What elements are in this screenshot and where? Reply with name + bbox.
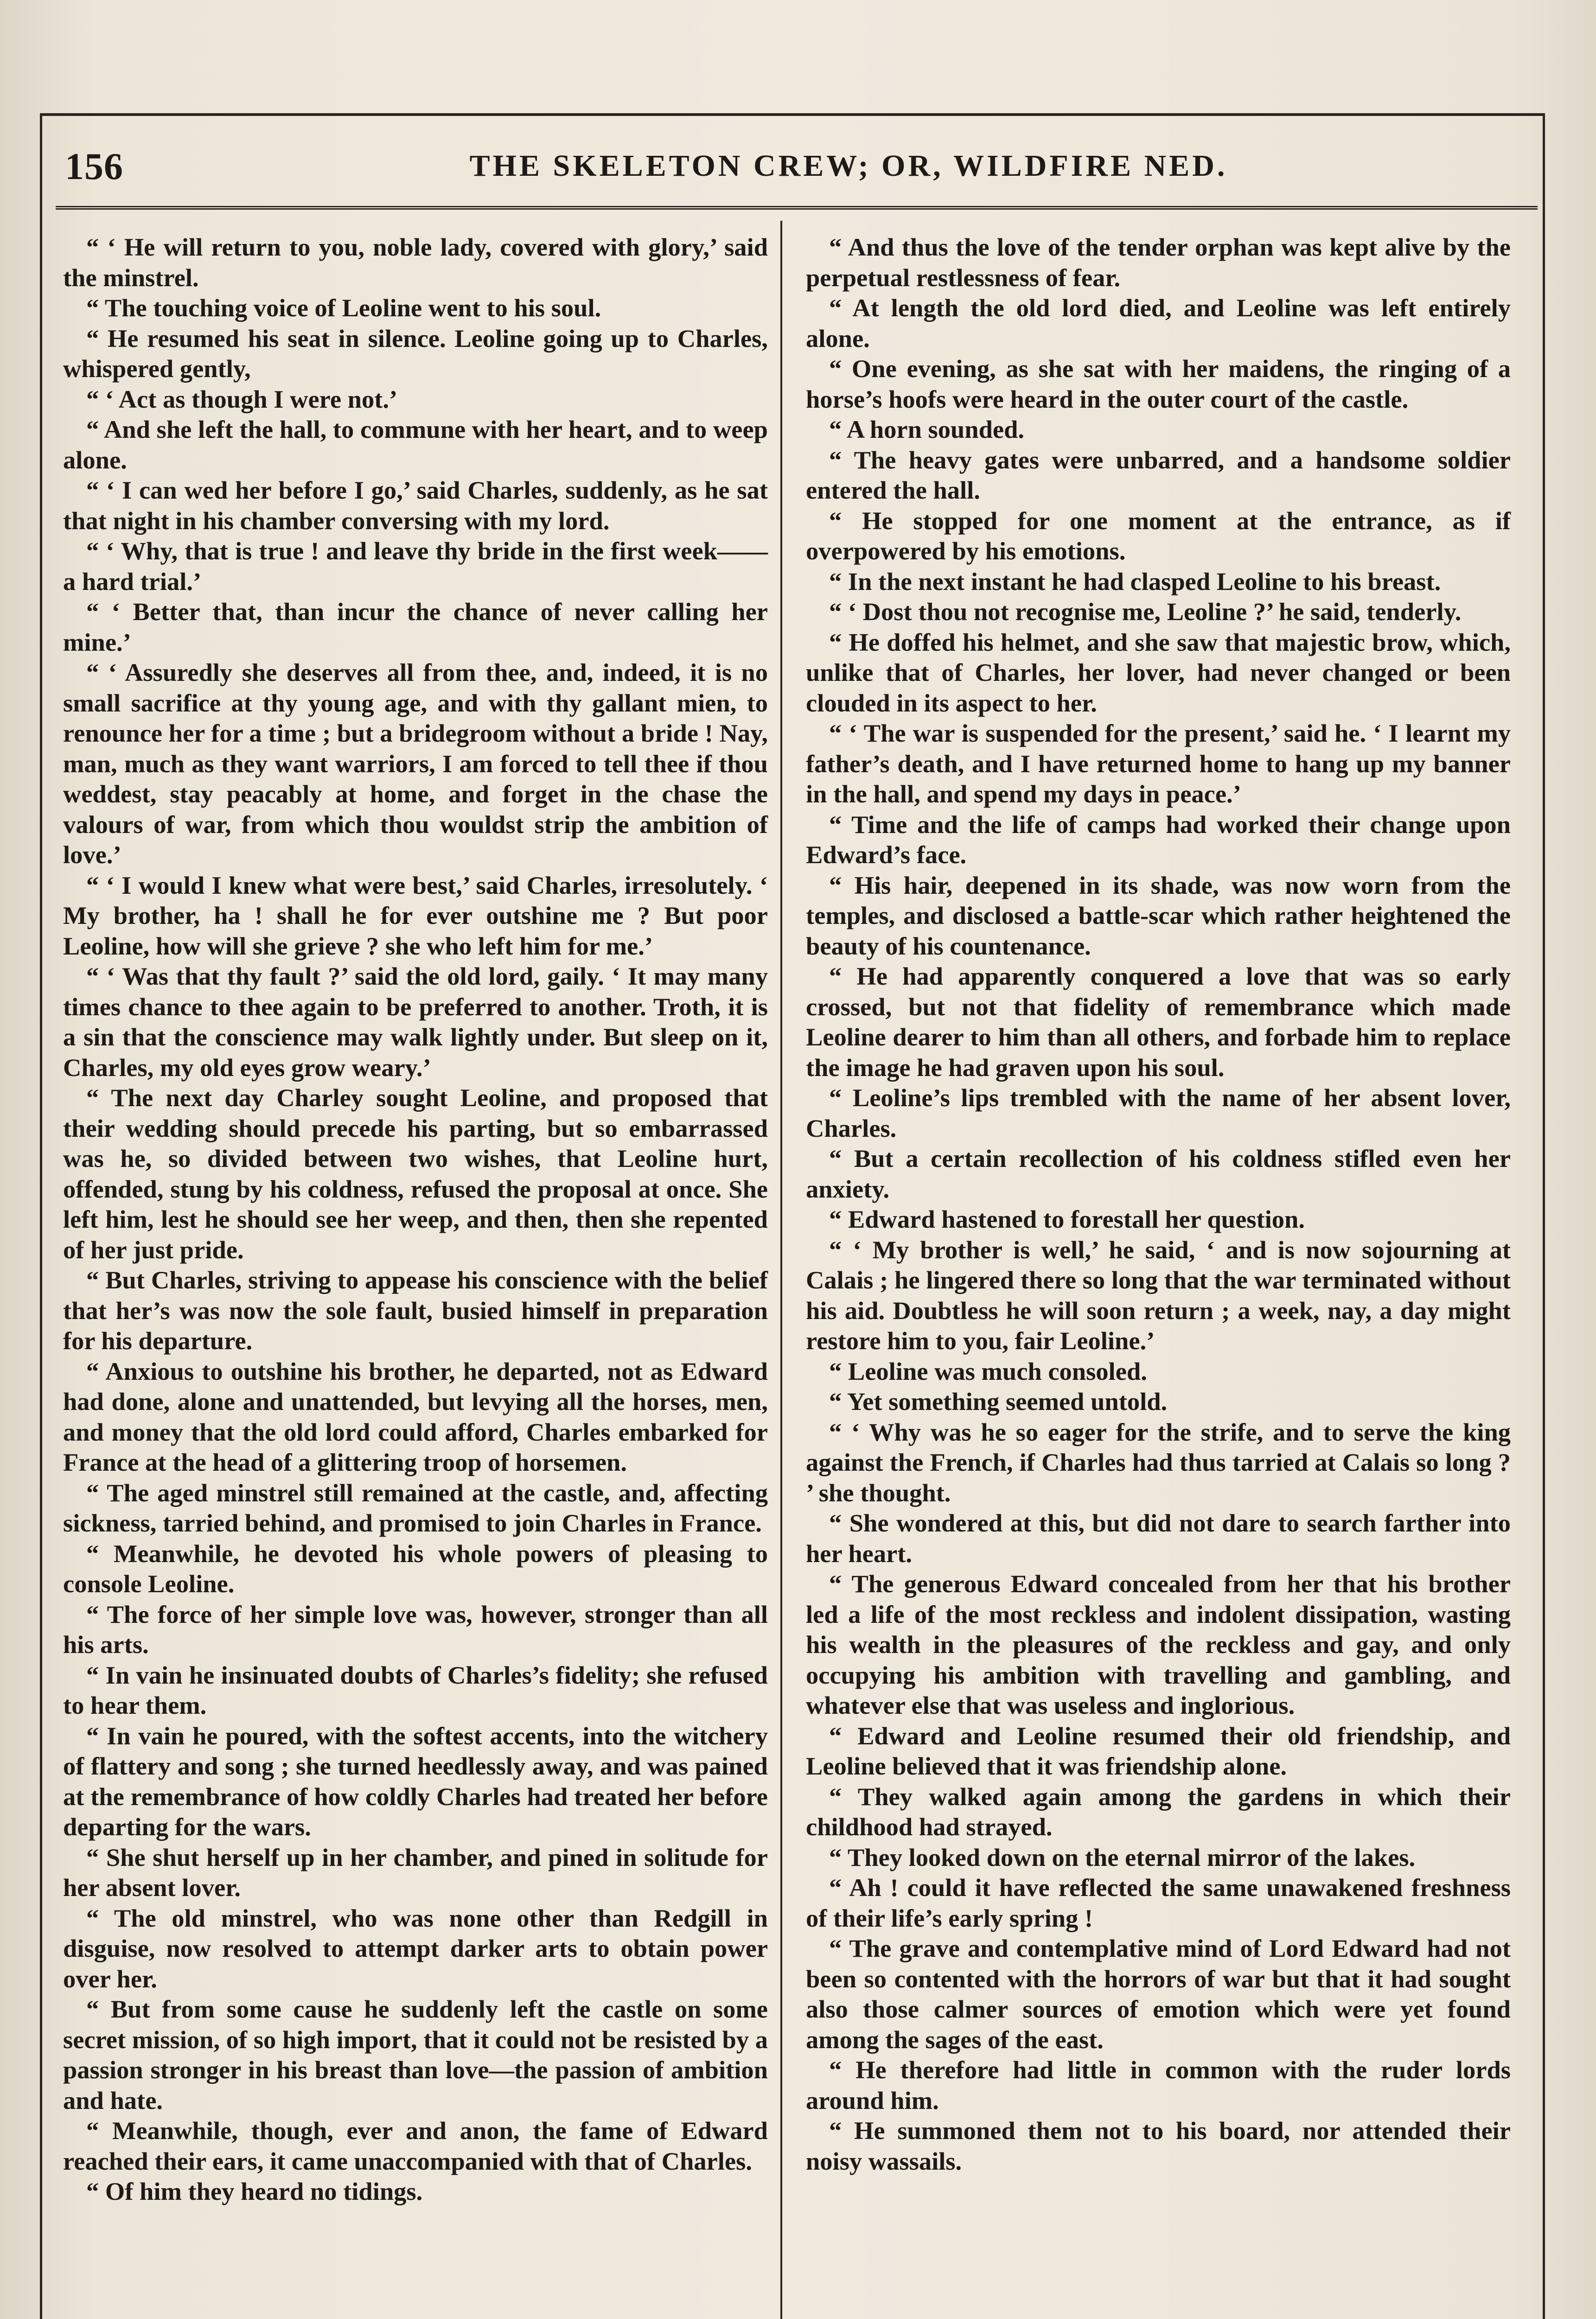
paragraph: “ Meanwhile, he devoted his whole powers of pleasing to console Leoline. bbox=[63, 1539, 768, 1598]
paragraph: “ Leoline’s lips trembled with the name of her absent lover, Charles. bbox=[806, 1083, 1511, 1142]
column-divider bbox=[780, 221, 782, 2319]
paragraph: “ They looked down on the eternal mirror of the lakes. bbox=[829, 1843, 1416, 1871]
left-column bbox=[63, 232, 768, 2207]
page-number: 156 bbox=[65, 145, 123, 187]
running-title: THE SKELETON CREW; OR, WILDFIRE NED. bbox=[469, 149, 1228, 183]
paragraph: “ The aged minstrel still remained at the castle, and, affecting sickness, tarried behind, and promised to join Charles in France. bbox=[63, 1478, 768, 1537]
paragraph: “ Leoline was much consoled. bbox=[829, 1357, 1147, 1385]
paragraph: “ ‘ Assuredly she deserves all from thee, and, indeed, it is no small sacrifice at thy young age, and with thy gallant mien, to renounce her for a time ; but a bridegroom without a bride ! Nay, man, much as they want warriors, I am forced to tell thee if thou weddest, stay peacably at home, and forget in the chase the valours of war, from which thou wouldst strip the ambition of love.’ bbox=[63, 658, 768, 869]
paragraph: “ Meanwhile, though, ever and anon, the fame of Edward reached their ears, it came unaccompanied with that of Charles. bbox=[63, 2116, 768, 2175]
paragraph: “ ‘ I can wed her before I go,’ said Charles, suddenly, as he sat that night in his chamber conversing with my lord. bbox=[63, 476, 768, 535]
paragraph: “ The heavy gates were unbarred, and a handsome soldier entered the hall. bbox=[806, 445, 1511, 504]
paragraph: “ ‘ He will return to you, noble lady, covered with glory,’ said the minstrel. bbox=[63, 233, 768, 292]
paragraph: “ But Charles, striving to appease his conscience with the belief that her’s was now the sole fault, busied himself in preparation for his departure. bbox=[63, 1266, 768, 1355]
paragraph: “ The grave and contemplative mind of Lord Edward had not been so contented with the horrors of war but that it had sought also those calmer sources of emotion which were yet found among the sages of the east. bbox=[806, 1934, 1511, 2054]
paragraph: “ He doffed his helmet, and she saw that majestic brow, which, unlike that of Charles, her lover, had never changed or been clouded in its aspect to her. bbox=[806, 628, 1511, 717]
paragraph: “ And she left the hall, to commune with her heart, and to weep alone. bbox=[63, 415, 768, 474]
paragraph: “ ‘ I would I knew what were best,’ said Charles, irresolutely. ‘ My brother, ha ! shall he for ever outshine me ? But poor Leoline, how will she grieve ? she who left him for me.’ bbox=[63, 871, 768, 960]
paragraph: “ ‘ My brother is well,’ he said, ‘ and is now sojourning at Calais ; he lingered there so long that the war terminated without his aid. Doubtless he will soon return ; a week, nay, a day might restore him to you, fair Leoline.’ bbox=[806, 1235, 1511, 1355]
paragraph: “ The old minstrel, who was none other than Redgill in disguise, now resolved to attempt darker arts to obtain power over her. bbox=[63, 1903, 768, 1993]
paragraph: “ He stopped for one moment at the entrance, as if overpowered by his emotions. bbox=[806, 506, 1511, 565]
paragraph: “ The generous Edward concealed from her that his brother led a life of the most reckless and indolent dissipation, wasting his wealth in the pleasures of the reckless and gay, and only occupying his ambition with travelling and gambling, and whatever else that was useless and inglorious. bbox=[806, 1569, 1511, 1719]
page-header bbox=[56, 135, 1530, 200]
paragraph: “ ‘ Act as though I were not.’ bbox=[86, 384, 398, 413]
paragraph: “ His hair, deepened in its shade, was now worn from the temples, and disclosed a battle-scar which rather heightened the beauty of his countenance. bbox=[806, 871, 1511, 960]
paragraph: “ But a certain recollection of his coldness stifled even her anxiety. bbox=[806, 1144, 1511, 1203]
paragraph: “ And thus the love of the tender orphan was kept alive by the perpetual restlessness of fear. bbox=[806, 233, 1511, 292]
paragraph: “ In vain he insinuated doubts of Charles’s fidelity; she refused to hear them. bbox=[63, 1660, 768, 1719]
paragraph: “ Anxious to outshine his brother, he departed, not as Edward had done, alone and unattended, but levying all the horses, men, and money that the old lord could afford, Charles embarked for France at the head of a glittering troop of horsemen. bbox=[63, 1357, 768, 1476]
paragraph: “ ‘ The war is suspended for the present,’ said he. ‘ I learnt my father’s death, and I have returned home to hang up my banner in the hall, and spend my days in peace.’ bbox=[806, 719, 1511, 808]
paragraph: “ Ah ! could it have reflected the same unawakened freshness of their life’s early spring ! bbox=[806, 1873, 1511, 1932]
paragraph: “ One evening, as she sat with her maidens, the ringing of a horse’s hoofs were heard in the outer court of the castle. bbox=[806, 354, 1511, 413]
paragraph: “ He therefore had little in common with the ruder lords around him. bbox=[806, 2056, 1511, 2114]
paragraph: “ Edward hastened to forestall her question. bbox=[829, 1205, 1305, 1233]
paragraph: “ He had apparently conquered a love that was so early crossed, but not that fidelity of remembrance which made Leoline dearer to him than all others, and forbade him to replace the image he had graven upon his soul. bbox=[806, 962, 1511, 1082]
paragraph: “ In vain he poured, with the softest accents, into the witchery of flattery and song ; she turned heedlessly away, and was pained at the remembrance of how coldly Charles had treated her before departing for the wars. bbox=[63, 1721, 768, 1841]
paragraph: “ The force of her simple love was, however, stronger than all his arts. bbox=[63, 1600, 768, 1659]
paragraph: “ A horn sounded. bbox=[829, 415, 1025, 443]
paragraph: “ They walked again among the gardens in which their childhood had strayed. bbox=[806, 1782, 1511, 1841]
paragraph: “ Yet something seemed untold. bbox=[829, 1387, 1168, 1416]
right-column bbox=[806, 232, 1511, 2176]
paragraph: “ In the next instant he had clasped Leoline to his breast. bbox=[829, 567, 1441, 596]
paragraph: “ Edward and Leoline resumed their old friendship, and Leoline believed that it was friendship alone. bbox=[806, 1721, 1511, 1780]
paragraph: “ The touching voice of Leoline went to his soul. bbox=[86, 294, 601, 322]
paragraph: “ Of him they heard no tidings. bbox=[86, 2177, 423, 2205]
paragraph: “ ‘ Better that, than incur the chance of never calling her mine.’ bbox=[63, 597, 768, 656]
paragraph: “ ‘ Why, that is true ! and leave thy bride in the first week—— a hard trial.’ bbox=[63, 537, 768, 596]
paragraph: “ ‘ Was that thy fault ?’ said the old lord, gaily. ‘ It may many times chance to thee again to be preferred to another. Troth, it is a sin that the conscience may walk lightly under. But sleep on it, Charles, my old eyes grow weary.’ bbox=[63, 962, 768, 1082]
paragraph: “ ‘ Why was he so eager for the strife, and to serve the king against the French, if Charles had thus tarried at Calais so long ? ’ she thought. bbox=[806, 1417, 1511, 1507]
paragraph: “ But from some cause he suddenly left the castle on some secret mission, of so high import, that it could not be resisted by a passion stronger in his breast than love—the passion of ambition and hate. bbox=[63, 1995, 768, 2114]
paragraph: “ He resumed his seat in silence. Leoline going up to Charles, whispered gently, bbox=[63, 324, 768, 383]
header-rule bbox=[56, 206, 1538, 210]
paragraph: “ He summoned them not to his board, nor attended their noisy wassails. bbox=[806, 2116, 1511, 2175]
paragraph: “ ‘ Dost thou not recognise me, Leoline ?’ he said, tenderly. bbox=[829, 597, 1462, 626]
paragraph: “ The next day Charley sought Leoline, and proposed that their wedding should precede his parting, but so embarrassed was he, so divided between two wishes, that Leoline hurt, offended, stung by his coldness, refused the proposal at once. She left him, lest he should see her weep, and then, then she repented of her just pride. bbox=[63, 1083, 768, 1264]
paragraph: “ She wondered at this, but did not dare to search farther into her heart. bbox=[806, 1509, 1511, 1568]
paragraph: “ Time and the life of camps had worked their change upon Edward’s face. bbox=[806, 810, 1511, 869]
paragraph: “ At length the old lord died, and Leoline was left entirely alone. bbox=[806, 294, 1511, 352]
paragraph: “ She shut herself up in her chamber, and pined in solitude for her absent lover. bbox=[63, 1843, 768, 1902]
